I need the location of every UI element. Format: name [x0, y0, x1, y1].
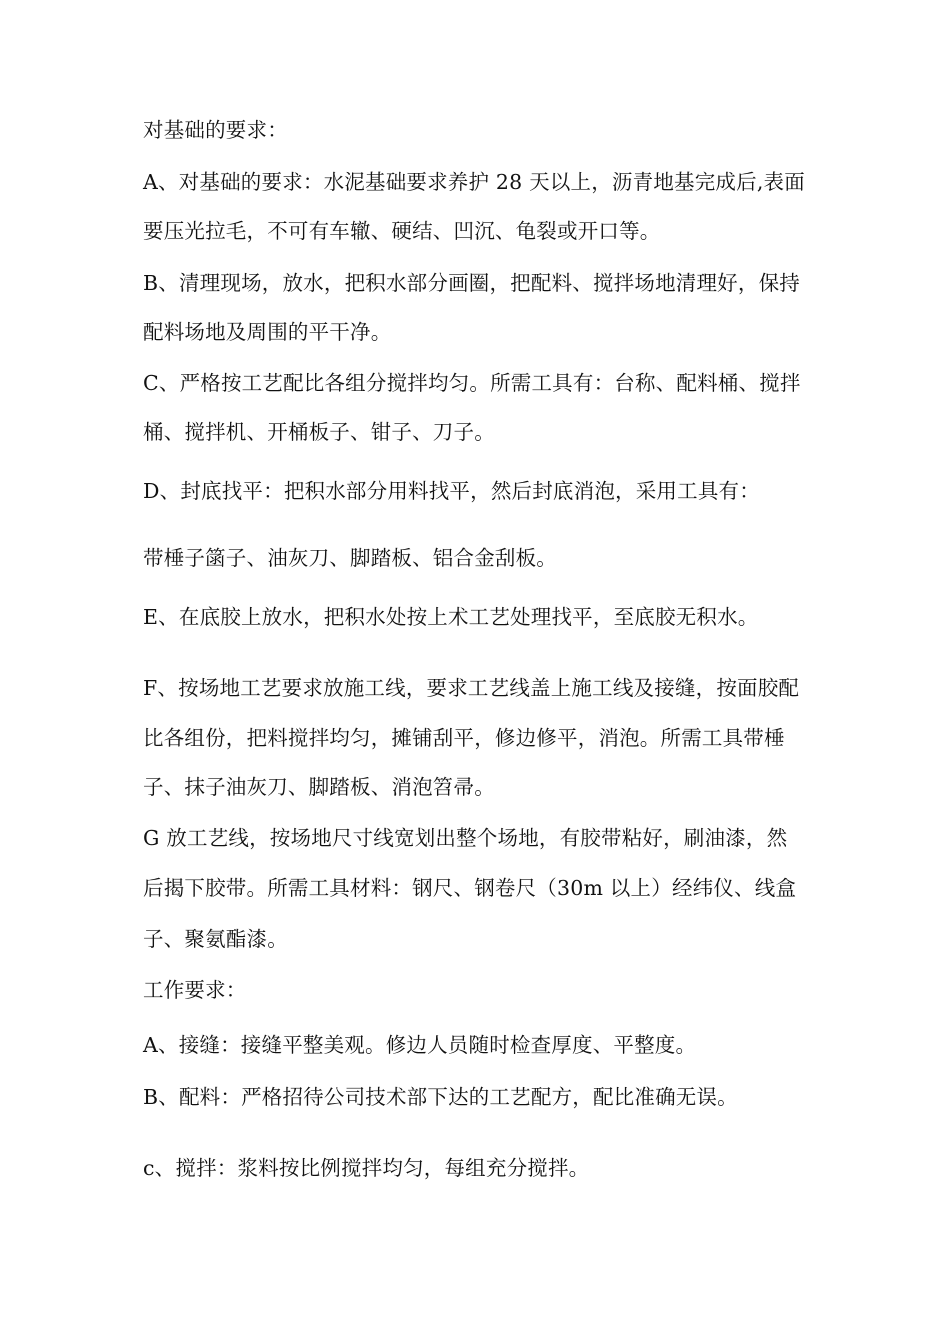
paragraph-g-line-3: 子、聚氨酯漆。	[143, 927, 288, 951]
paragraph-a-line-2: 要压光拉毛，不可有车辙、硬结、凹沉、龟裂或开口等。	[143, 219, 661, 243]
section-heading-work: 工作要求：	[143, 978, 247, 1002]
paragraph-b-line-2: 配料场地及周围的平干净。	[143, 320, 392, 344]
work-item-b: B、配料：严格招待公司技术部下达的工艺配方，配比准确无误。	[143, 1085, 738, 1109]
section-heading-foundation: 对基础的要求：	[143, 118, 288, 142]
paragraph-c-line-2: 桶、搅拌机、开桶板子、钳子、刀子。	[143, 420, 495, 444]
paragraph-f-line-2: 比各组份，把料搅拌均匀，摊铺刮平，修边修平，消泡。所需工具带棰	[143, 726, 785, 750]
paragraph-g-line-1: G 放工艺线，按场地尺寸线宽划出整个场地，有胶带粘好，刷油漆，然	[143, 826, 788, 850]
paragraph-d-line-1: D、封底找平：把积水部分用料找平，然后封底消泡，采用工具有：	[143, 479, 760, 503]
paragraph-e-line-1: E、在底胶上放水，把积水处按上术工艺处理找平，至底胶无积水。	[143, 605, 759, 629]
paragraph-g-line-2: 后揭下胶带。所需工具材料：钢尺、钢卷尺（30m 以上）经纬仪、线盒	[143, 876, 797, 900]
paragraph-b-line-1: B、清理现场，放水，把积水部分画圈，把配料、搅拌场地清理好，保持	[143, 271, 800, 295]
paragraph-c-line-1: C、严格按工艺配比各组分搅拌均匀。所需工具有：台称、配料桶、搅拌	[143, 371, 801, 395]
paragraph-f-line-1: F、按场地工艺要求放施工线，要求工艺线盖上施工线及接缝，按面胶配	[143, 676, 800, 700]
work-item-c: c、搅拌：浆料按比例搅拌均匀，每组充分搅拌。	[143, 1156, 590, 1180]
paragraph-d-line-2: 带棰子䈄子、油灰刀、脚踏板、铝合金刮板。	[143, 546, 557, 570]
paragraph-a-line-1: A、对基础的要求：水泥基础要求养护 28 天以上，沥青地基完成后,表面	[143, 170, 805, 194]
paragraph-f-line-3: 子、抹子油灰刀、脚踏板、消泡笤帚。	[143, 775, 495, 799]
work-item-a: A、接缝：接缝平整美观。修边人员随时检查厚度、平整度。	[143, 1033, 697, 1057]
